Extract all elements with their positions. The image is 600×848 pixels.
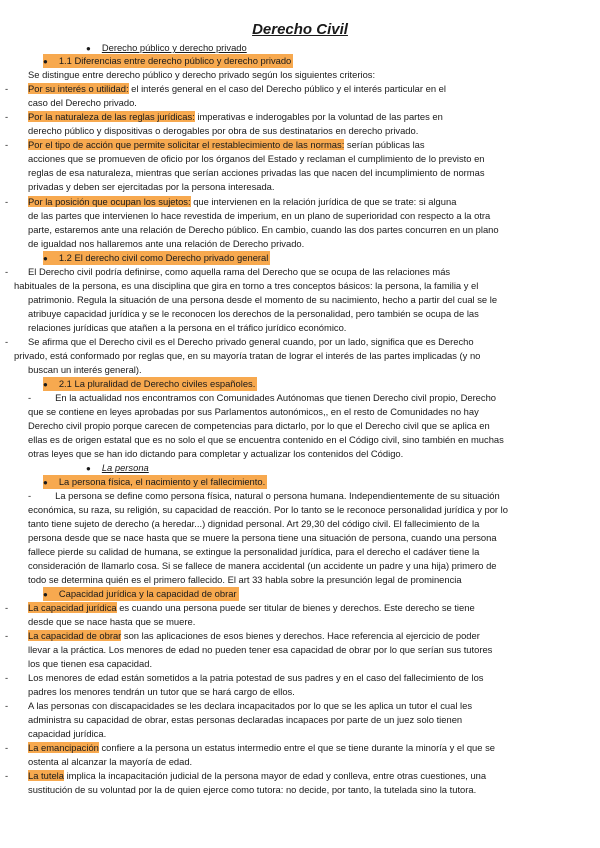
line-text: implica la incapacitación judicial de la persona mayor de edad y conlleva, entre otras cuestiones, una <box>63 770 487 781</box>
bullet-icon: ● <box>43 478 48 487</box>
document-title: Derecho Civil <box>252 21 348 38</box>
line-text: imperativas e inderogables por la voluntad de las partes en <box>194 111 443 122</box>
line-text: Se afirma que el Derecho civil es el Derecho privado general cuando, por un lado, significa que es Derecho <box>28 336 474 347</box>
line-text: el interés general en el caso del Derecho público y el interés particular en el <box>128 83 446 94</box>
text-line <box>28 573 462 586</box>
line-text: los que tienen esa capacidad. <box>28 658 153 669</box>
highlighted-term: La emancipación <box>28 742 99 753</box>
list-dash: - <box>28 490 32 501</box>
text-line <box>28 405 479 418</box>
line-text: derecho público y dispositivas o derogables por obra de sus destinatarios en derecho privado. <box>28 125 419 136</box>
highlighted-term: Por la posición que ocupan los sujetos: <box>28 196 191 207</box>
line-text: confiere a la persona un estatus intermedio entre el que se tiene durante la minoría y el que se <box>98 742 495 753</box>
line-text: desde que se nace hasta que se muere. <box>28 616 196 627</box>
list-dash: - <box>5 111 9 122</box>
line-text: Derecho público y derecho privado <box>101 42 247 53</box>
text-line <box>28 503 508 516</box>
text-line <box>28 307 479 320</box>
text-line <box>28 209 490 222</box>
section-heading <box>43 475 267 489</box>
line-text: La persona <box>101 462 149 473</box>
text-line <box>14 349 480 362</box>
list-dash: - <box>5 770 9 781</box>
highlighted-term: La capacidad jurídica <box>28 602 117 613</box>
line-text: otras leyes que se han ido dictando para completar y actualizar los contenidos del Código. <box>28 448 404 459</box>
line-text: persona desde que se nace hasta que se muere la persona tiene una situación de persona, cuando una persona <box>28 532 497 543</box>
line-text: económica, su raza, su religión, su capacidad de reacción. Por lo tanto se le reconoce personalidad jurídica y por lo <box>28 504 508 515</box>
text-line <box>14 279 478 292</box>
highlighted-term: La capacidad de obrar <box>28 630 122 641</box>
highlighted-term: Por el tipo de acción que permite solicitar el restablecimiento de las normas: <box>28 139 345 150</box>
line-text: La persona física, el nacimiento y el fallecimiento. <box>58 476 266 487</box>
line-text: buscan un interés general). <box>28 364 142 375</box>
list-dash: - <box>5 742 9 753</box>
text-line <box>28 769 486 782</box>
line-text: llevar a la práctica. Los menores de edad no pueden tener esa capacidad de obrar por lo que serían sus tutores <box>28 644 493 655</box>
line-text: parte, estaremos ante una relación de Derecho público. En cambio, cuando las dos partes concurren en un plano <box>28 224 499 235</box>
text-line <box>28 741 495 754</box>
text-line <box>28 152 485 165</box>
text-line <box>28 699 472 712</box>
line-text: 1.1 Diferencias entre derecho público y derecho privado <box>58 55 292 66</box>
line-text: consideración de llamarlo cosa. Si se fallece de manera accidental (un accidente un padre y una hija) primero de <box>28 560 497 571</box>
text-line <box>28 615 195 628</box>
text-line <box>28 559 497 572</box>
list-dash: - <box>5 196 9 207</box>
line-text: administra su capacidad de obrar, estas personas declaradas incapaces por parte de un juez solo tienen <box>28 714 463 725</box>
line-text: 2.1 La pluralidad de Derecho civiles españoles. <box>58 378 256 389</box>
line-text: es cuando una persona puede ser titular de bienes y derechos. Este derecho se tiene <box>116 602 475 613</box>
bullet-icon: ● <box>86 44 91 53</box>
text-line <box>28 727 106 740</box>
line-text: Derecho civil propio porque carecen de competencias para dictarlo, por lo que el Derecho civil que se aplica en <box>28 420 490 431</box>
line-text: privadas y deben ser ejercitadas por la persona interesada. <box>28 181 275 192</box>
bullet-icon: ● <box>43 254 48 263</box>
text-line <box>28 433 504 446</box>
list-dash: - <box>5 83 9 94</box>
text-line <box>28 96 137 109</box>
line-text: atribuye capacidad jurídica y se le reconocen los derechos de la personalidad, pero también se ocupa de las <box>28 308 479 319</box>
text-line <box>28 685 295 698</box>
section-heading <box>43 54 293 68</box>
text-line <box>28 755 192 768</box>
list-dash: - <box>5 139 9 150</box>
line-text: de igualdad nos hallaremos ante una relación de Derecho privado. <box>28 238 305 249</box>
text-line <box>28 419 490 432</box>
line-text: padres los menores tendrán un tutor que se hará cargo de ellos. <box>28 686 295 697</box>
bullet-icon: ● <box>43 57 48 66</box>
section-heading <box>43 587 239 601</box>
text-line <box>28 265 450 278</box>
line-text: A las personas con discapacidades se les declara incapacitados por lo que se les aplica un tutor el cual les <box>28 700 473 711</box>
section-heading <box>43 251 270 265</box>
line-text: reglas de esa naturaleza, mientras que serían acciones privadas las que nacen del incumplimiento de normas <box>28 167 485 178</box>
text-line <box>28 601 475 614</box>
text-line <box>28 237 304 250</box>
line-text: relaciones jurídicas que atañen a la persona en el tráfico jurídico económico. <box>28 322 347 333</box>
list-dash: - <box>5 672 9 683</box>
line-text: patrimonio. Regula la situación de una persona desde el momento de su nacimiento, hecho a partir del cual se le <box>28 294 498 305</box>
line-text: ellas es de origen estatal que es no solo el que se encuentra contenido en el Código civil, sino también en muchas <box>28 434 504 445</box>
text-line <box>28 517 479 530</box>
line-text: sustitución de su voluntad por la de quien ejerce como tutora: no decide, por tanto, la tutelada sino la tutora. <box>28 784 477 795</box>
text-line <box>28 391 496 404</box>
line-text: Capacidad jurídica y la capacidad de obrar <box>58 588 237 599</box>
text-line <box>28 545 479 558</box>
text-line <box>28 447 403 460</box>
text-line <box>28 363 142 376</box>
highlighted-term: Por la naturaleza de las reglas jurídicas: <box>28 111 195 122</box>
highlighted-term: La tutela <box>28 770 64 781</box>
text-line <box>28 195 456 208</box>
line-text: La persona se define como persona física, natural o persona humana. Independientemente de su situación <box>55 490 500 501</box>
line-text: En la actualidad nos encontramos con Comunidades Autónomas que tienen Derecho civil propio, Derecho <box>55 392 497 403</box>
text-line <box>28 657 152 670</box>
text-line <box>28 82 446 95</box>
text-line <box>28 643 492 656</box>
text-line <box>28 531 497 544</box>
list-dash: - <box>5 266 9 277</box>
line-text: ostenta al alcanzar la mayoría de edad. <box>28 756 193 767</box>
text-line <box>28 321 346 334</box>
line-text: serían públicas las <box>344 139 425 150</box>
line-text: que intervienen en la relación jurídica de que se trate: si alguna <box>190 196 457 207</box>
line-text: 1.2 El derecho civil como Derecho privado general <box>58 252 269 263</box>
text-line <box>28 110 443 123</box>
line-text: son las aplicaciones de esos bienes y derechos. Hace referencia al ejercicio de poder <box>121 630 480 641</box>
section-heading <box>86 461 149 475</box>
line-text: privado, está conformado por reglas que, en su mayoría tratan de lograr el interés de las partes implicadas (y no <box>14 350 481 361</box>
text-line <box>28 671 483 684</box>
list-dash: - <box>5 700 9 711</box>
section-heading <box>86 41 247 55</box>
line-text: fallece pierde su calidad de humana, se extingue la personalidad jurídica, para el derecho el cadáver tiene la <box>28 546 480 557</box>
line-text: caso del Derecho privado. <box>28 97 137 108</box>
line-text: habituales de la persona, es una disciplina que gira en torno a tres conceptos básicos: la persona, la familia y el <box>14 280 479 291</box>
text-line <box>28 68 375 81</box>
text-line <box>28 293 497 306</box>
text-line <box>28 489 500 502</box>
list-dash: - <box>5 630 9 641</box>
line-text: Los menores de edad están sometidos a la patria potestad de sus padres y en el caso del fallecimiento de los <box>28 672 484 683</box>
line-text: capacidad jurídica. <box>28 728 107 739</box>
text-line <box>28 629 480 642</box>
bullet-icon: ● <box>43 380 48 389</box>
section-heading <box>43 377 257 391</box>
line-text: de las partes que intervienen lo hace revestida de imperium, en un plano de superioridad con respecto a la otra <box>28 210 491 221</box>
list-dash: - <box>5 336 9 347</box>
text-line <box>28 166 485 179</box>
line-text: tanto tiene sujeto de derecho (a heredar...) dignidad personal. Art 29,30 del código civil. El fallecimiento de la <box>28 518 480 529</box>
text-line <box>28 138 425 151</box>
line-text: Se distingue entre derecho público y derecho privado según los siguientes criterios: <box>28 69 376 80</box>
bullet-icon: ● <box>43 590 48 599</box>
text-line <box>28 783 476 796</box>
line-text: que se contiene en leyes aprobadas por sus Parlamentos autonómicos,, en el resto de Comunidades no hay <box>28 406 479 417</box>
line-text: todo se determina quién es el primero fallecido. El art 33 habla sobre la presunción legal de prominencia <box>28 574 462 585</box>
line-text: El Derecho civil podría definirse, como aquella rama del Derecho que se ocupa de las relaciones más <box>28 266 451 277</box>
text-line <box>28 124 418 137</box>
list-dash: - <box>28 392 32 403</box>
text-line <box>28 713 462 726</box>
line-text: acciones que se promueven de oficio por los órganos del Estado y reclaman el cumplimiento de lo previsto en <box>28 153 485 164</box>
list-dash: - <box>5 602 9 613</box>
text-line <box>28 223 499 236</box>
highlighted-term: Por su interés o utilidad: <box>28 83 129 94</box>
bullet-icon: ● <box>86 464 91 473</box>
text-line <box>28 180 275 193</box>
text-line <box>28 335 474 348</box>
